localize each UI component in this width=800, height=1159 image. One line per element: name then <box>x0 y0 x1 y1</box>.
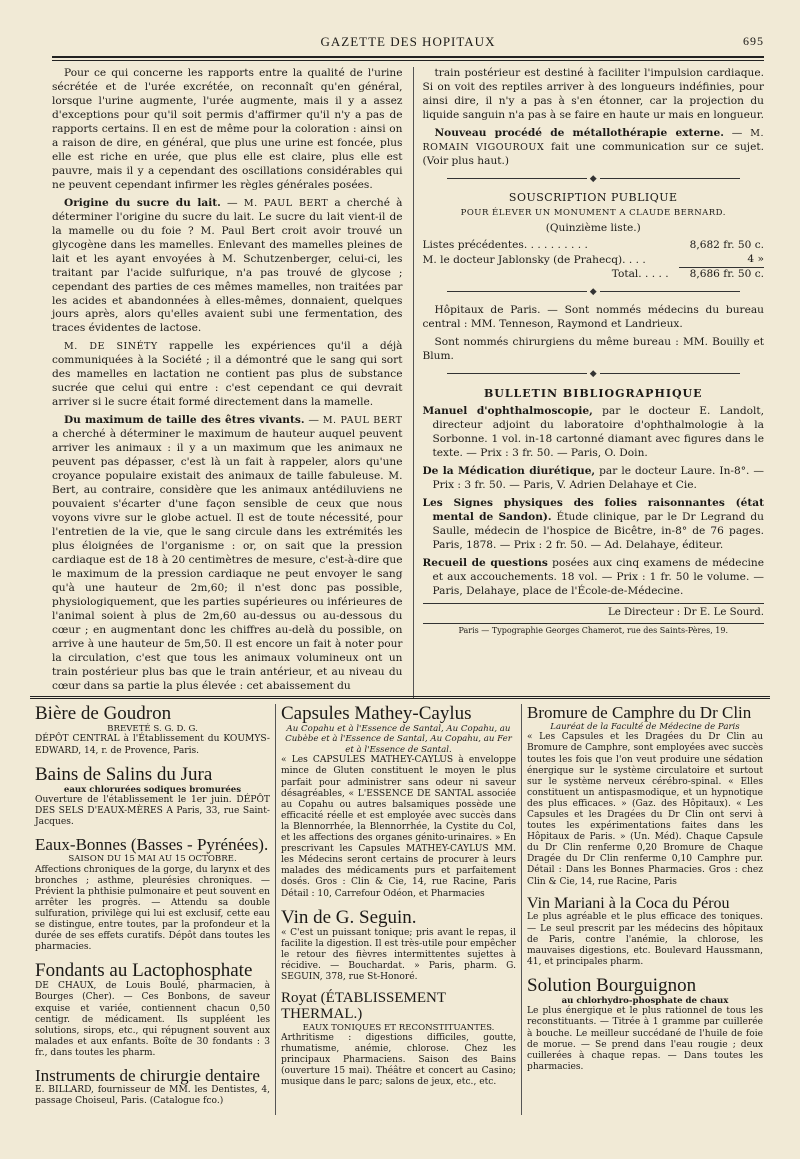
ad-body: Arthritisme : digestions difficiles, goutte, rhumatisme, anémie, chlorose. Chez les principaux Pharmaciens. Saison des Bains (ouverture 15 mai). Théâtre et concert au Casino; musique dans le parc; salons de jeux, etc., etc. <box>281 1033 516 1088</box>
bib-head: Les Signes physiques des folies raisonnantes (état mental de Sandon). <box>422 497 764 524</box>
ad-column-1 <box>30 704 276 1115</box>
row-label: Listes précédentes. . . . . . . . . . <box>422 239 588 252</box>
ad-title: Royat (ÉTABLISSEMENT THERMAL.) <box>281 990 446 1022</box>
bib-text: par le docteur E. Landolt, directeur adjoint du laboratoire d'ophthalmologie à la Sorbonne. 1 vol. in-18 cartonné diamant avec figures dans le texte. — Prix : 3 fr. 50. — Paris, O. Doin. <box>432 405 765 460</box>
ad-title: Bière de Goudron <box>35 703 172 724</box>
ad-eaux-bonnes <box>35 836 270 953</box>
bib-entry-2 <box>423 465 765 493</box>
ad-column-2 <box>276 704 522 1115</box>
ad-instruments <box>35 1067 270 1107</box>
subscription-list-no: (Quinzième liste.) <box>545 222 641 235</box>
right-column <box>413 67 765 698</box>
subscription-title: SOUSCRIPTION PUBLIQUE <box>508 190 678 204</box>
ad-title: Bains de Salins du Jura <box>35 763 213 785</box>
bulletin-title: BULLETIN BIBLIOGRAPHIQUE <box>483 386 703 400</box>
ad-title: Instruments de chirurgie dentaire <box>35 1065 260 1085</box>
ad-title: Fondants au Lactophosphate <box>35 960 253 982</box>
ad-title: Eaux-Bonnes (Basses - Pyrénées). <box>35 835 269 855</box>
ad-subtitle: EAUX TONIQUES ET RECONSTITUANTES. <box>302 1022 495 1033</box>
ad-body: Affections chroniques de la gorge, du larynx et des bronches ; asthme, pleurésies chroniques. — Prévient la phthisie pulmonaire et peut souvent en arrêter les progrès. — Attendu sa double sulfuration, privilège qui lui est exclusif, cette eau se distingue, entre toutes, par la profondeur et la durée de ses effets curatifs. Dépôt dans toutes les pharmacies. <box>35 864 270 953</box>
left-p3-author: M. DE SINÉTY <box>64 341 158 353</box>
right-p1: train postérieur est destiné à faciliter l'impulsion cardiaque. Si on voit des reptiles arriver à des longueurs indéfinies, pour ainsi dire, il n'y a pas à s'en étonner, car la projection du liquide sanguin n'a pas à se faire en haute ur mais en longueur. <box>422 67 764 121</box>
subscription-subtitle: POUR ÉLEVER UN MONUMENT A CLAUDE BERNARD. <box>460 208 726 219</box>
bib-head: Manuel d'ophthalmoscopie, <box>422 405 593 418</box>
ad-body: Le plus agréable et le plus efficace des toniques. — Le seul prescrit par les médecins des hôpitaux de Paris, contre l'anémie, la chlorose, les mauvaises digestions, etc. Boulevard Haussmann, 41, et principales pharm. <box>527 912 763 967</box>
row-value: 4 » <box>747 253 764 266</box>
ad-vin-mariani <box>527 896 763 968</box>
ad-subtitle: Au Copahu et à l'Essence de Santal, Au Copahu, au Cubèbe et à l'Essence de Santal, Au Copahu, au Fer et à l'Essence de Santal. <box>285 723 512 755</box>
left-p4-head: Du maximum de taille des êtres vivants. <box>64 414 305 427</box>
row-value: 8,682 fr. 50 c. <box>689 239 764 252</box>
separator: ◆ <box>423 287 765 299</box>
ad-biere-goudron <box>35 704 270 757</box>
ad-body: DE CHAUX, de Louis Boulé, pharmacien, à Bourges (Cher). — Ces Bonbons, de saveur exquise et variée, contiennent chacun 0,50 centigr. de médicament. Ils suppléent les solutions, sirops, etc., qui répugnent souvent aux malades et aux enfants. Boîte de 30 fondants : 3 fr., dans toutes les pharm. <box>35 981 270 1058</box>
header-rule <box>52 56 764 61</box>
ad-body: Le plus énergique et le plus rationnel de tous les reconstituants. — Titrée à 1 gramme par cuillerée à bouche. Le meilleur succédané de l'huile de foie de morue. — Se prend dans l'eau rougie ; deux cuillerées à chaque repas. — Dans toutes les pharmacies. <box>527 1006 763 1072</box>
ad-subtitle: au chlorhydro-phosphate de chaux <box>561 995 729 1006</box>
bib-entry-4 <box>423 557 765 599</box>
ad-title: Vin de G. Seguin. <box>281 906 417 928</box>
director-line: Le Directeur : Dr E. Le Sourd. <box>423 603 765 619</box>
ad-body: « Les CAPSULES MATHEY-CAYLUS à enveloppe mince de Gluten constituent le moyen le plus parfait pour administrer sans odeur ni saveur désagréables, « L'ESSENCE DE SANTAL associée au Copahu ou autres balsamiques possède une efficacité réelle et est employée avec succès dans la Blennorrhée, la Blennorrhée, la Cystite du Col, et les affections des organes génito-urinaires. » En prescrivant les Capsules MATHEY-CAYLUS MM. les Médecins seront certains de procurer à leurs malades des médicaments purs et parfaitement dosés. Gros : Clin & Cie, 14, rue Racine, Paris Détail : 10, Carrefour Odéon, et Pharmacies <box>281 755 516 899</box>
journal-title: GAZETTE DES HOPITAUX <box>320 34 496 49</box>
ad-body: « Les Capsules et les Dragées du Dr Clin au Bromure de Camphre, sont employées avec succès toutes les fois que l'on veut produire une sédation énergique sur le système circulatoire et surtout sur le système nerveux cérébro-spinal. « Elles constituent un antispasmodique, et un hypnotique des plus efficaces. » (Gaz. des Hôpitaux). « Les Capsules et les Dragées du Dr Clin ont servi à toutes les expérimentations faites dans les Hôpitaux de Paris. » (Un. Méd). Chaque Capsule du Dr Clin renferme 0,20 Bromure de Chaque Dragée du Dr Clin renferme 0,10 Camphre pur. Détail : Dans les Bonnes Pharmacies. Gros : chez Clin & Cie, 14, rue Racine, Paris <box>527 732 763 887</box>
left-p2: Origine du sucre du lait. — M. PAUL BERT a cherché à déterminer l'origine du sucre du lait. Le sucre du lait vient-il de la mamelle ou du foie ? M. Paul Bert croit avoir trouvé un glycogène dans les mamelles. Enlevant des mamelles pleines de lait et les ayant envoyées à M. Schutzenberger, celui-ci, les traitant par l'acide sulfurique, n'a pas trouvé de glycose ; cependant des parties de ces mêmes mamelles, non traitées par les acides et abandonnées à elles-mêmes, donnaient, quelques jours après, alors qu'elles avaient subi une fermentation, des traces évidentes de lactose. <box>52 196 403 335</box>
right-p2-author: M. ROMAIN VIGOUROUX <box>422 127 764 153</box>
ad-royat <box>281 991 516 1088</box>
bib-text: Étude clinique, par le Dr Legrand du Saulle, médecin de l'hospice de Bicêtre, in-8° de 76 pages. Paris, 1878. — Prix : 2 fr. 50. — Ad. Delahaye, éditeur. <box>432 511 764 552</box>
row-label: M. le docteur Jablonsky (de Prahecq). . . . <box>422 253 646 266</box>
ad-column-3 <box>522 704 768 1115</box>
left-p3-text: rappelle les expériences qu'il a déjà communiquées à la Société ; il a démontré que le sang qui sort des mamelles en lactation ne contient pas plus de substance sucrée que celui qui entre : c'est cependant ce qui devrait arriver si le sucre était formé directement dans la mamelle. <box>52 340 403 409</box>
ad-bromure-camphre <box>527 704 763 888</box>
page-header <box>52 28 764 52</box>
left-p2-text: a cherché à déterminer l'origine du sucre du lait. Le sucre du lait vient-il de la mamelle ou du foie ? M. Paul Bert croit avoir trouvé un glycogène dans les mamelles. Enlevant des mamelles pleines de lait et les ayant envoyées à M. Schutzenberger, celui-ci, les traitant par l'acide sulfurique, n'a pas trouvé de glycose ; cependant des parties de ces mêmes mamelles, non traitées par les acides et abandonnées à elles-mêmes, donnaient, quelques jours après, alors qu'elles avaient subi une fermentation, des traces évidentes de lactose. <box>52 196 403 335</box>
article-columns <box>52 67 764 698</box>
bib-text: posées aux cinq examens de médecine et aux accouchements. 18 vol. — Prix : 1 fr. 50 le volume. — Paris, Delahaye, place de l'École-de-Médecine. <box>432 557 764 598</box>
ad-body: « C'est un puissant tonique; pris avant le repas, il facilite la digestion. Il est très-utile pour empêcher le retour des fièvres intermittentes sujettes à récidive. — Bouchardat. » Paris, pharm. G. SEGUIN, 378, rue St-Honoré. <box>281 927 517 982</box>
ad-fondants <box>35 961 270 1059</box>
ad-solution-bourguignon <box>527 976 763 1073</box>
ads-rule <box>30 696 770 699</box>
row-value: 8,686 fr. 50 c. <box>679 268 764 282</box>
bib-head: Recueil de questions <box>422 557 548 570</box>
row-label: Total. . . . . <box>611 268 669 281</box>
ad-title: Bromure de Camphre du Dr Clin <box>527 703 752 722</box>
ad-body: DÉPÔT CENTRAL à l'Établissement du KOUMYS-EDWARD, 14, r. de Provence, Paris. <box>35 734 270 756</box>
separator: ◆ <box>423 174 765 186</box>
advertisements <box>30 704 770 1115</box>
page <box>52 28 764 698</box>
ad-title: Vin Mariani à la Coca du Pérou <box>527 894 730 912</box>
page-number: 695 <box>743 34 764 48</box>
ad-vin-seguin <box>281 908 516 983</box>
bib-head: De la Médication diurétique, <box>422 465 596 478</box>
bib-entry-1 <box>423 405 765 461</box>
left-p1: Pour ce qui concerne les rapports entre la qualité de l'urine sécrétée et de l'urée excrétée, on reconnaît qu'en général, lorsque l'urine augmente, l'urée augmente, mais il y a assez d'exceptions pour qu'il soit permis d'affirmer qu'il n'y a pas de rapports certains. Il en est de même pour la coloration : ainsi on a raison de dire, en général, que plus une urine est foncée, plus elle est riche en urée, que plus elle est claire, plus elle est pauvre, mais il y a cependant des oscillations considérables qui ne peuvent cependant infirmer les règles générales posées. <box>52 67 403 191</box>
ad-bains-salins <box>35 765 270 829</box>
left-p2-author: M. PAUL BERT <box>243 197 329 209</box>
table-row <box>423 239 765 253</box>
printer-line: Paris — Typographie Georges Chamerot, rue des Saints-Pères, 19. <box>423 623 765 637</box>
bib-entry-3 <box>423 497 765 553</box>
subscription-table <box>423 239 765 282</box>
right-p2-head: Nouveau procédé de métallothérapie externe. <box>434 126 724 139</box>
left-p3 <box>52 340 403 410</box>
ad-subtitle: BREVETÉ S. G. D. G. <box>107 723 198 734</box>
left-p2-head: Origine du sucre du lait. <box>64 196 221 209</box>
ad-body: E. BILLARD, fournisseur de MM. les Dentistes, 4, passage Choiseul, Paris. (Catalogue fco.) <box>35 1084 270 1106</box>
bib-text: par le docteur Laure. In-8°. — Prix : 3 fr. 50. — Paris, V. Adrien Delahaye et Cie. <box>432 465 764 492</box>
table-row <box>423 268 765 282</box>
table-row <box>423 253 765 267</box>
bibliography <box>423 405 765 599</box>
ad-subtitle: eaux chlorurées sodiques bromurées <box>63 784 242 795</box>
ad-body: Ouverture de l'établissement le 1er juin. DÉPÔT DES SELS D'EAUX-MÈRES A Paris, 33, rue Saint-Jacques. <box>35 795 270 828</box>
right-p2-text: fait une communication sur ce sujet. (Voir plus haut.) <box>422 140 764 167</box>
hospital-p2: Sont nommés chirurgiens du même bureau : MM. Bouilly et Blum. <box>422 336 764 363</box>
left-p4-author: M. PAUL BERT <box>322 415 403 427</box>
ad-title: Capsules Mathey-Caylus <box>281 703 472 724</box>
left-p4-text: a cherché à déterminer le maximum de hauteur auquel peuvent arriver les animaux : il y a un maximum que les animaux ne peuvent pas dépasser, c'est là un fait à rappeler, alors qu'une croyance populaire existait des animaux de taille fabuleuse. M. Bert, au contraire, considère que les animaux antédiluviens ne pouvaient s'écarter d'une façon sensible de ceux que nous voyons vivre sur le globe actuel. Il est de toute nécessité, pour l'entretien de la vie, que le sang circule dans les extrémités les plus éloignées de l'organisme : or, on sait que la pression cardiaque est de 18 à 20 centimètres de mesure, c'est-à-dire que le maximum de la pression cardiaque ne peut envoyer le sang qu'à une hauteur de 2m,60; il n'est donc pas possible, physiologiquement, que les parties supérieures ou inférieures de l'animal soient à plus de 2m,60 au-dessus ou au-dessous du cœur ; en augmentant donc les chiffres au-delà du possible, on arrive à une hauteur de 5m,50. Il est encore un fait à noter pour la circulation, c'est que tous les animaux volumineux ont un train postérieur plus bas que le train antérieur, et au niveau du cœur dans sa partie la plus élevée : cet abaissement du <box>52 428 403 692</box>
ad-capsules-mathey <box>281 704 516 900</box>
right-p2: Nouveau procédé de métallothérapie externe. — M. ROMAIN VIGOUROUX fait une communication sur ce sujet. (Voir plus haut.) <box>422 126 764 167</box>
separator: ◆ <box>423 369 765 381</box>
ad-subtitle: SAISON DU 15 MAI AU 15 OCTOBRE. <box>68 854 237 865</box>
ad-subtitle: Lauréat de la Faculté de Médecine de Paris <box>550 721 740 732</box>
left-column <box>52 67 403 698</box>
hospital-p1: Hôpitaux de Paris. — Sont nommés médecins du bureau central : MM. Tenneson, Raymond et Landrieux. <box>422 304 764 331</box>
ad-title: Solution Bourguignon <box>527 974 697 996</box>
left-p4: Du maximum de taille des êtres vivants. — M. PAUL BERT a cherché à déterminer le maximum de hauteur auquel peuvent arriver les animaux : il y a un maximum que les animaux ne peuvent pas dépasser, c'est là un fait à rappeler, alors qu'une croyance populaire existait des animaux de taille fabuleuse. M. Bert, au contraire, considère que les animaux antédiluviens ne pouvaient s'écarter d'une façon sensible de ceux que nous voyons vivre sur le globe actuel. Il est de toute nécessité, pour l'entretien de la vie, que le sang circule dans les extrémités les plus éloignées de l'organisme : or, on sait que la pression cardiaque est de 18 à 20 centimètres de mesure, c'est-à-dire que le maximum de la pression cardiaque ne peut envoyer le sang qu'à une hauteur de 2m,60; il n'est donc pas possible, physiologiquement, que les parties supérieures ou inférieures de l'animal soient à plus de 2m,60 au-dessus ou au-dessous du cœur ; en augmentant donc les chiffres au-delà du possible, on arrive à une hauteur de 5m,50. Il est encore un fait à noter pour la circulation, c'est que tous les animaux volumineux ont un train postérieur plus bas que le train antérieur, et au niveau du cœur dans sa partie la plus élevée : cet abaissement du <box>52 414 403 692</box>
